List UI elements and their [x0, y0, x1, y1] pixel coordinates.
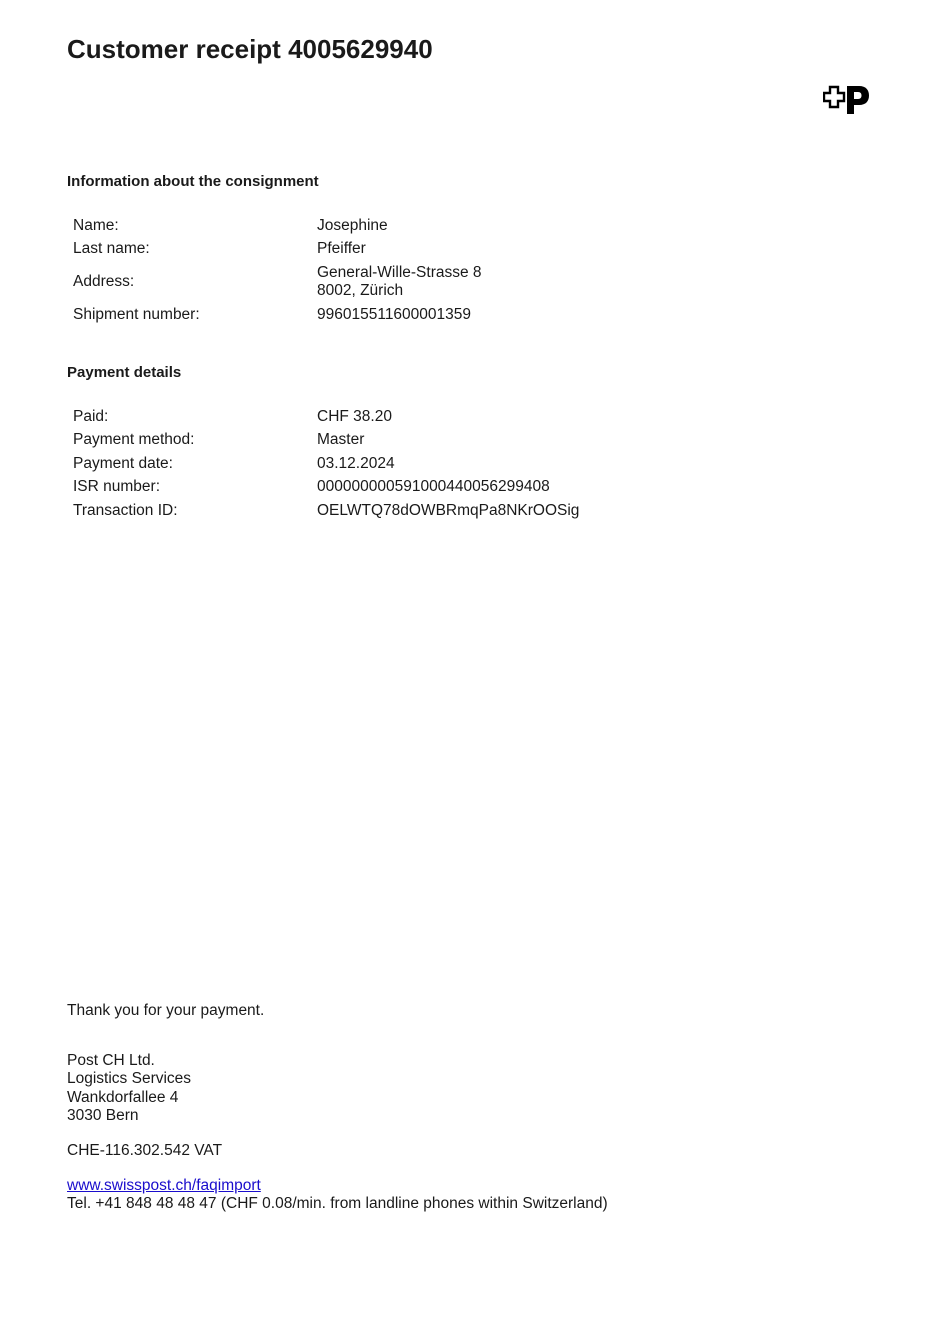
payment-heading: Payment details: [67, 364, 182, 381]
table-row: [73, 261, 482, 303]
name-label: Name:: [73, 216, 119, 234]
table-row: [73, 476, 579, 500]
company-city: 3030 Bern: [67, 1107, 139, 1125]
table-row: [73, 238, 482, 262]
swiss-post-logo-icon: [823, 85, 871, 115]
last-name-label: Last name:: [73, 240, 150, 258]
company-name: Post CH Ltd.: [67, 1052, 155, 1069]
paid-label: Paid:: [73, 407, 109, 425]
name-value: Josephine: [317, 216, 388, 234]
table-row: [73, 429, 579, 453]
payment-method-value: Master: [317, 431, 365, 449]
shipment-number-label: Shipment number:: [73, 305, 200, 323]
payment-table: [73, 405, 579, 523]
vat-number: CHE-116.302.542 VAT: [67, 1142, 223, 1159]
table-row: [73, 405, 579, 429]
payment-date-label: Payment date:: [73, 454, 173, 472]
company-address: [67, 1052, 191, 1126]
company-street: Wankdorfallee 4: [67, 1088, 179, 1106]
payment-date-value: 03.12.2024: [317, 454, 395, 472]
company-department: Logistics Services: [67, 1070, 192, 1088]
thank-you-text: Thank you for your payment.: [67, 1002, 265, 1019]
shipment-number-value: 996015511600001359: [317, 305, 472, 323]
address-label: Address:: [73, 273, 135, 290]
table-row: [73, 452, 579, 476]
page-title: Customer receipt 4005629940: [67, 34, 433, 64]
payment-method-label: Payment method:: [73, 431, 195, 449]
paid-value: CHF 38.20: [317, 407, 392, 425]
table-row: [73, 499, 579, 523]
table-row: [73, 214, 482, 238]
isr-number-label: ISR number:: [73, 478, 161, 496]
consignment-heading: Information about the consignment: [67, 173, 319, 190]
transaction-id-label: Transaction ID:: [73, 501, 178, 519]
transaction-id-value: OELWTQ78dOWBRmqPa8NKrOOSig: [317, 501, 580, 519]
contact-info: [67, 1177, 608, 1214]
last-name-value: Pfeiffer: [317, 240, 366, 258]
isr-number-value: 000000000591000440056299408: [317, 478, 550, 496]
faq-link[interactable]: www.swisspost.ch/faqimport: [67, 1177, 261, 1194]
table-row: [73, 303, 482, 327]
address-value: General-Wille-Strasse 8 8002, Zürich: [317, 264, 482, 299]
consignment-table: [73, 214, 482, 327]
phone-text: Tel. +41 848 48 48 47 (CHF 0.08/min. from landline phones within Switzerland): [67, 1195, 608, 1213]
